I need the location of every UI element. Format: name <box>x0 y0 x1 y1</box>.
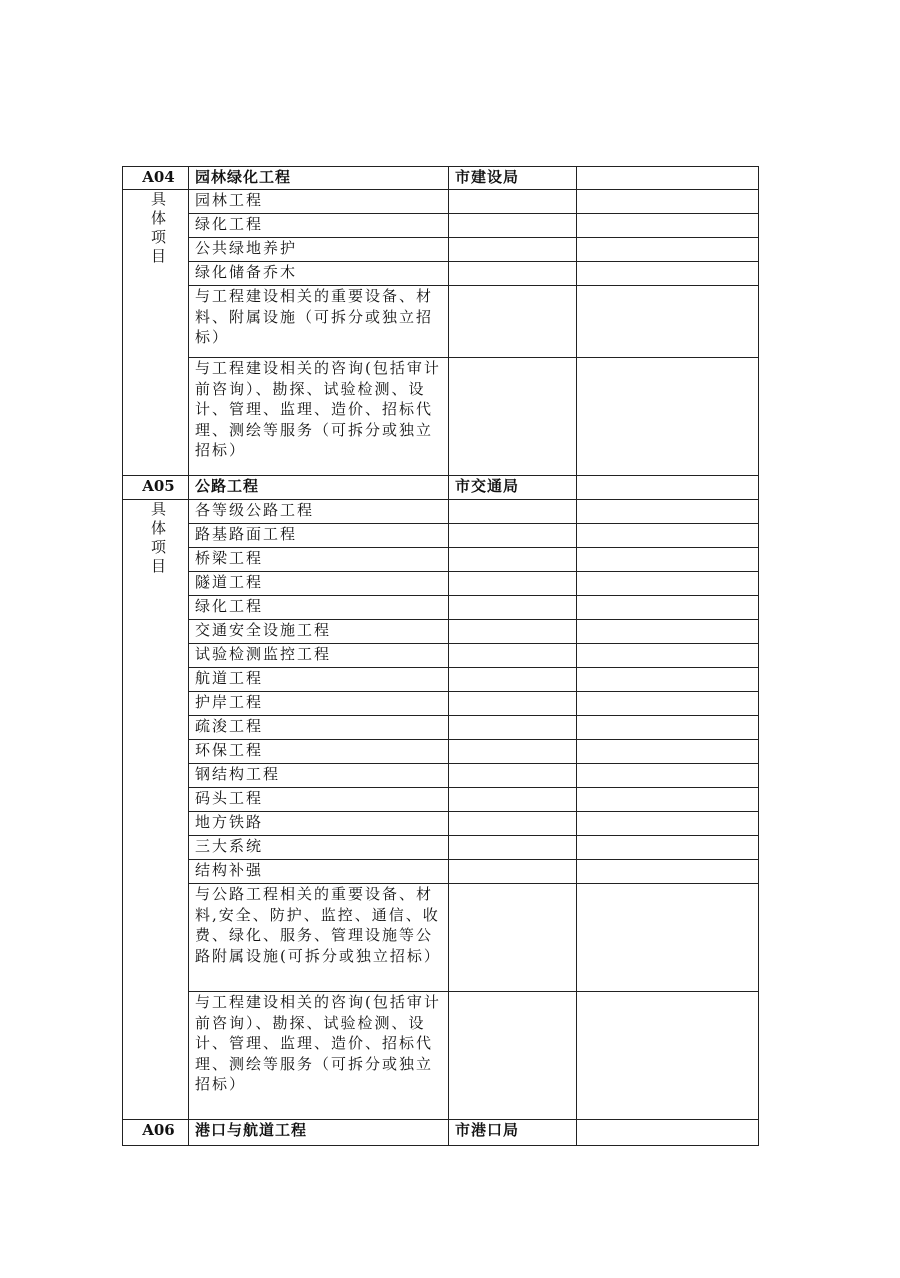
item-row <box>123 788 759 812</box>
item-name: 与工程建设相关的咨询(包括审计前咨询）、勘探、试验检测、设计、管理、监理、造价、招标代理、测绘等服务（可拆分或独立招标） <box>189 358 449 476</box>
blank-cell <box>449 884 577 992</box>
blank-cell <box>577 238 759 262</box>
item-name: 绿化储备乔木 <box>189 262 449 286</box>
category-code: A04 <box>123 167 189 190</box>
item-row <box>123 692 759 716</box>
blank-cell <box>577 214 759 238</box>
category-name: 港口与航道工程 <box>189 1120 449 1146</box>
blank-cell <box>577 572 759 596</box>
blank-cell <box>449 572 577 596</box>
blank-cell <box>449 524 577 548</box>
item-row <box>123 644 759 668</box>
blank-cell <box>577 262 759 286</box>
item-row <box>123 500 759 524</box>
item-name: 试验检测监控工程 <box>189 644 449 668</box>
project-category-table <box>122 166 759 1146</box>
item-row <box>123 358 759 476</box>
item-row <box>123 262 759 286</box>
side-label-cell <box>123 190 189 476</box>
blank-cell <box>449 286 577 358</box>
blank-cell <box>449 836 577 860</box>
blank-cell <box>449 238 577 262</box>
item-row <box>123 620 759 644</box>
blank-cell <box>577 764 759 788</box>
item-name: 绿化工程 <box>189 596 449 620</box>
item-name: 交通安全设施工程 <box>189 620 449 644</box>
item-row <box>123 572 759 596</box>
item-row <box>123 740 759 764</box>
department-name: 市港口局 <box>449 1120 577 1146</box>
blank-cell <box>449 620 577 644</box>
blank-cell <box>449 860 577 884</box>
item-row <box>123 548 759 572</box>
blank-cell <box>449 740 577 764</box>
blank-cell <box>577 692 759 716</box>
item-row <box>123 596 759 620</box>
blank-cell <box>577 716 759 740</box>
side-label: 具体项目 <box>150 500 166 575</box>
blank-cell <box>449 644 577 668</box>
category-code: A06 <box>123 1120 189 1146</box>
item-name: 与公路工程相关的重要设备、材料,安全、防护、监控、通信、收费、绿化、服务、管理设施等公路附属设施(可拆分或独立招标） <box>189 884 449 992</box>
item-row <box>123 884 759 992</box>
blank-cell <box>577 548 759 572</box>
blank-cell <box>577 788 759 812</box>
category-name: 园林绿化工程 <box>189 167 449 190</box>
item-row <box>123 286 759 358</box>
blank-cell <box>577 668 759 692</box>
blank-cell <box>449 190 577 214</box>
item-row <box>123 812 759 836</box>
blank-cell <box>449 548 577 572</box>
category-code: A05 <box>123 476 189 500</box>
item-row <box>123 668 759 692</box>
blank-cell <box>577 190 759 214</box>
blank-cell <box>577 524 759 548</box>
item-name: 钢结构工程 <box>189 764 449 788</box>
blank-cell <box>577 596 759 620</box>
blank-cell <box>577 620 759 644</box>
blank-cell <box>577 286 759 358</box>
item-name: 护岸工程 <box>189 692 449 716</box>
side-label: 具体项目 <box>150 190 166 265</box>
blank-cell <box>577 476 759 500</box>
item-name: 与工程建设相关的重要设备、材料、附属设施（可拆分或独立招标） <box>189 286 449 358</box>
item-row <box>123 992 759 1120</box>
department-name: 市建设局 <box>449 167 577 190</box>
item-row <box>123 716 759 740</box>
category-name: 公路工程 <box>189 476 449 500</box>
item-name: 航道工程 <box>189 668 449 692</box>
blank-cell <box>449 716 577 740</box>
blank-cell <box>577 992 759 1120</box>
blank-cell <box>577 812 759 836</box>
blank-cell <box>577 836 759 860</box>
item-row <box>123 764 759 788</box>
item-name: 路基路面工程 <box>189 524 449 548</box>
item-name: 园林工程 <box>189 190 449 214</box>
category-row-a05 <box>123 476 759 500</box>
blank-cell <box>449 500 577 524</box>
item-name: 地方铁路 <box>189 812 449 836</box>
category-row-a04 <box>123 167 759 190</box>
item-row <box>123 238 759 262</box>
blank-cell <box>449 992 577 1120</box>
item-row <box>123 836 759 860</box>
blank-cell <box>577 167 759 190</box>
item-name: 公共绿地养护 <box>189 238 449 262</box>
item-name: 与工程建设相关的咨询(包括审计前咨询）、勘探、试验检测、设计、管理、监理、造价、招标代理、测绘等服务（可拆分或独立招标） <box>189 992 449 1120</box>
blank-cell <box>449 788 577 812</box>
blank-cell <box>577 358 759 476</box>
blank-cell <box>577 500 759 524</box>
item-row <box>123 214 759 238</box>
blank-cell <box>449 214 577 238</box>
category-row-a06 <box>123 1120 759 1146</box>
item-name: 隧道工程 <box>189 572 449 596</box>
blank-cell <box>449 262 577 286</box>
item-row <box>123 190 759 214</box>
item-name: 桥梁工程 <box>189 548 449 572</box>
blank-cell <box>449 358 577 476</box>
item-name: 疏浚工程 <box>189 716 449 740</box>
item-name: 绿化工程 <box>189 214 449 238</box>
blank-cell <box>577 1120 759 1146</box>
item-name: 环保工程 <box>189 740 449 764</box>
item-name: 三大系统 <box>189 836 449 860</box>
blank-cell <box>449 812 577 836</box>
item-name: 码头工程 <box>189 788 449 812</box>
blank-cell <box>449 764 577 788</box>
blank-cell <box>577 644 759 668</box>
department-name: 市交通局 <box>449 476 577 500</box>
item-row <box>123 860 759 884</box>
blank-cell <box>449 692 577 716</box>
blank-cell <box>449 596 577 620</box>
blank-cell <box>577 740 759 764</box>
item-name: 各等级公路工程 <box>189 500 449 524</box>
blank-cell <box>577 860 759 884</box>
blank-cell <box>577 884 759 992</box>
blank-cell <box>449 668 577 692</box>
item-row <box>123 524 759 548</box>
side-label-cell <box>123 500 189 1120</box>
item-name: 结构补强 <box>189 860 449 884</box>
